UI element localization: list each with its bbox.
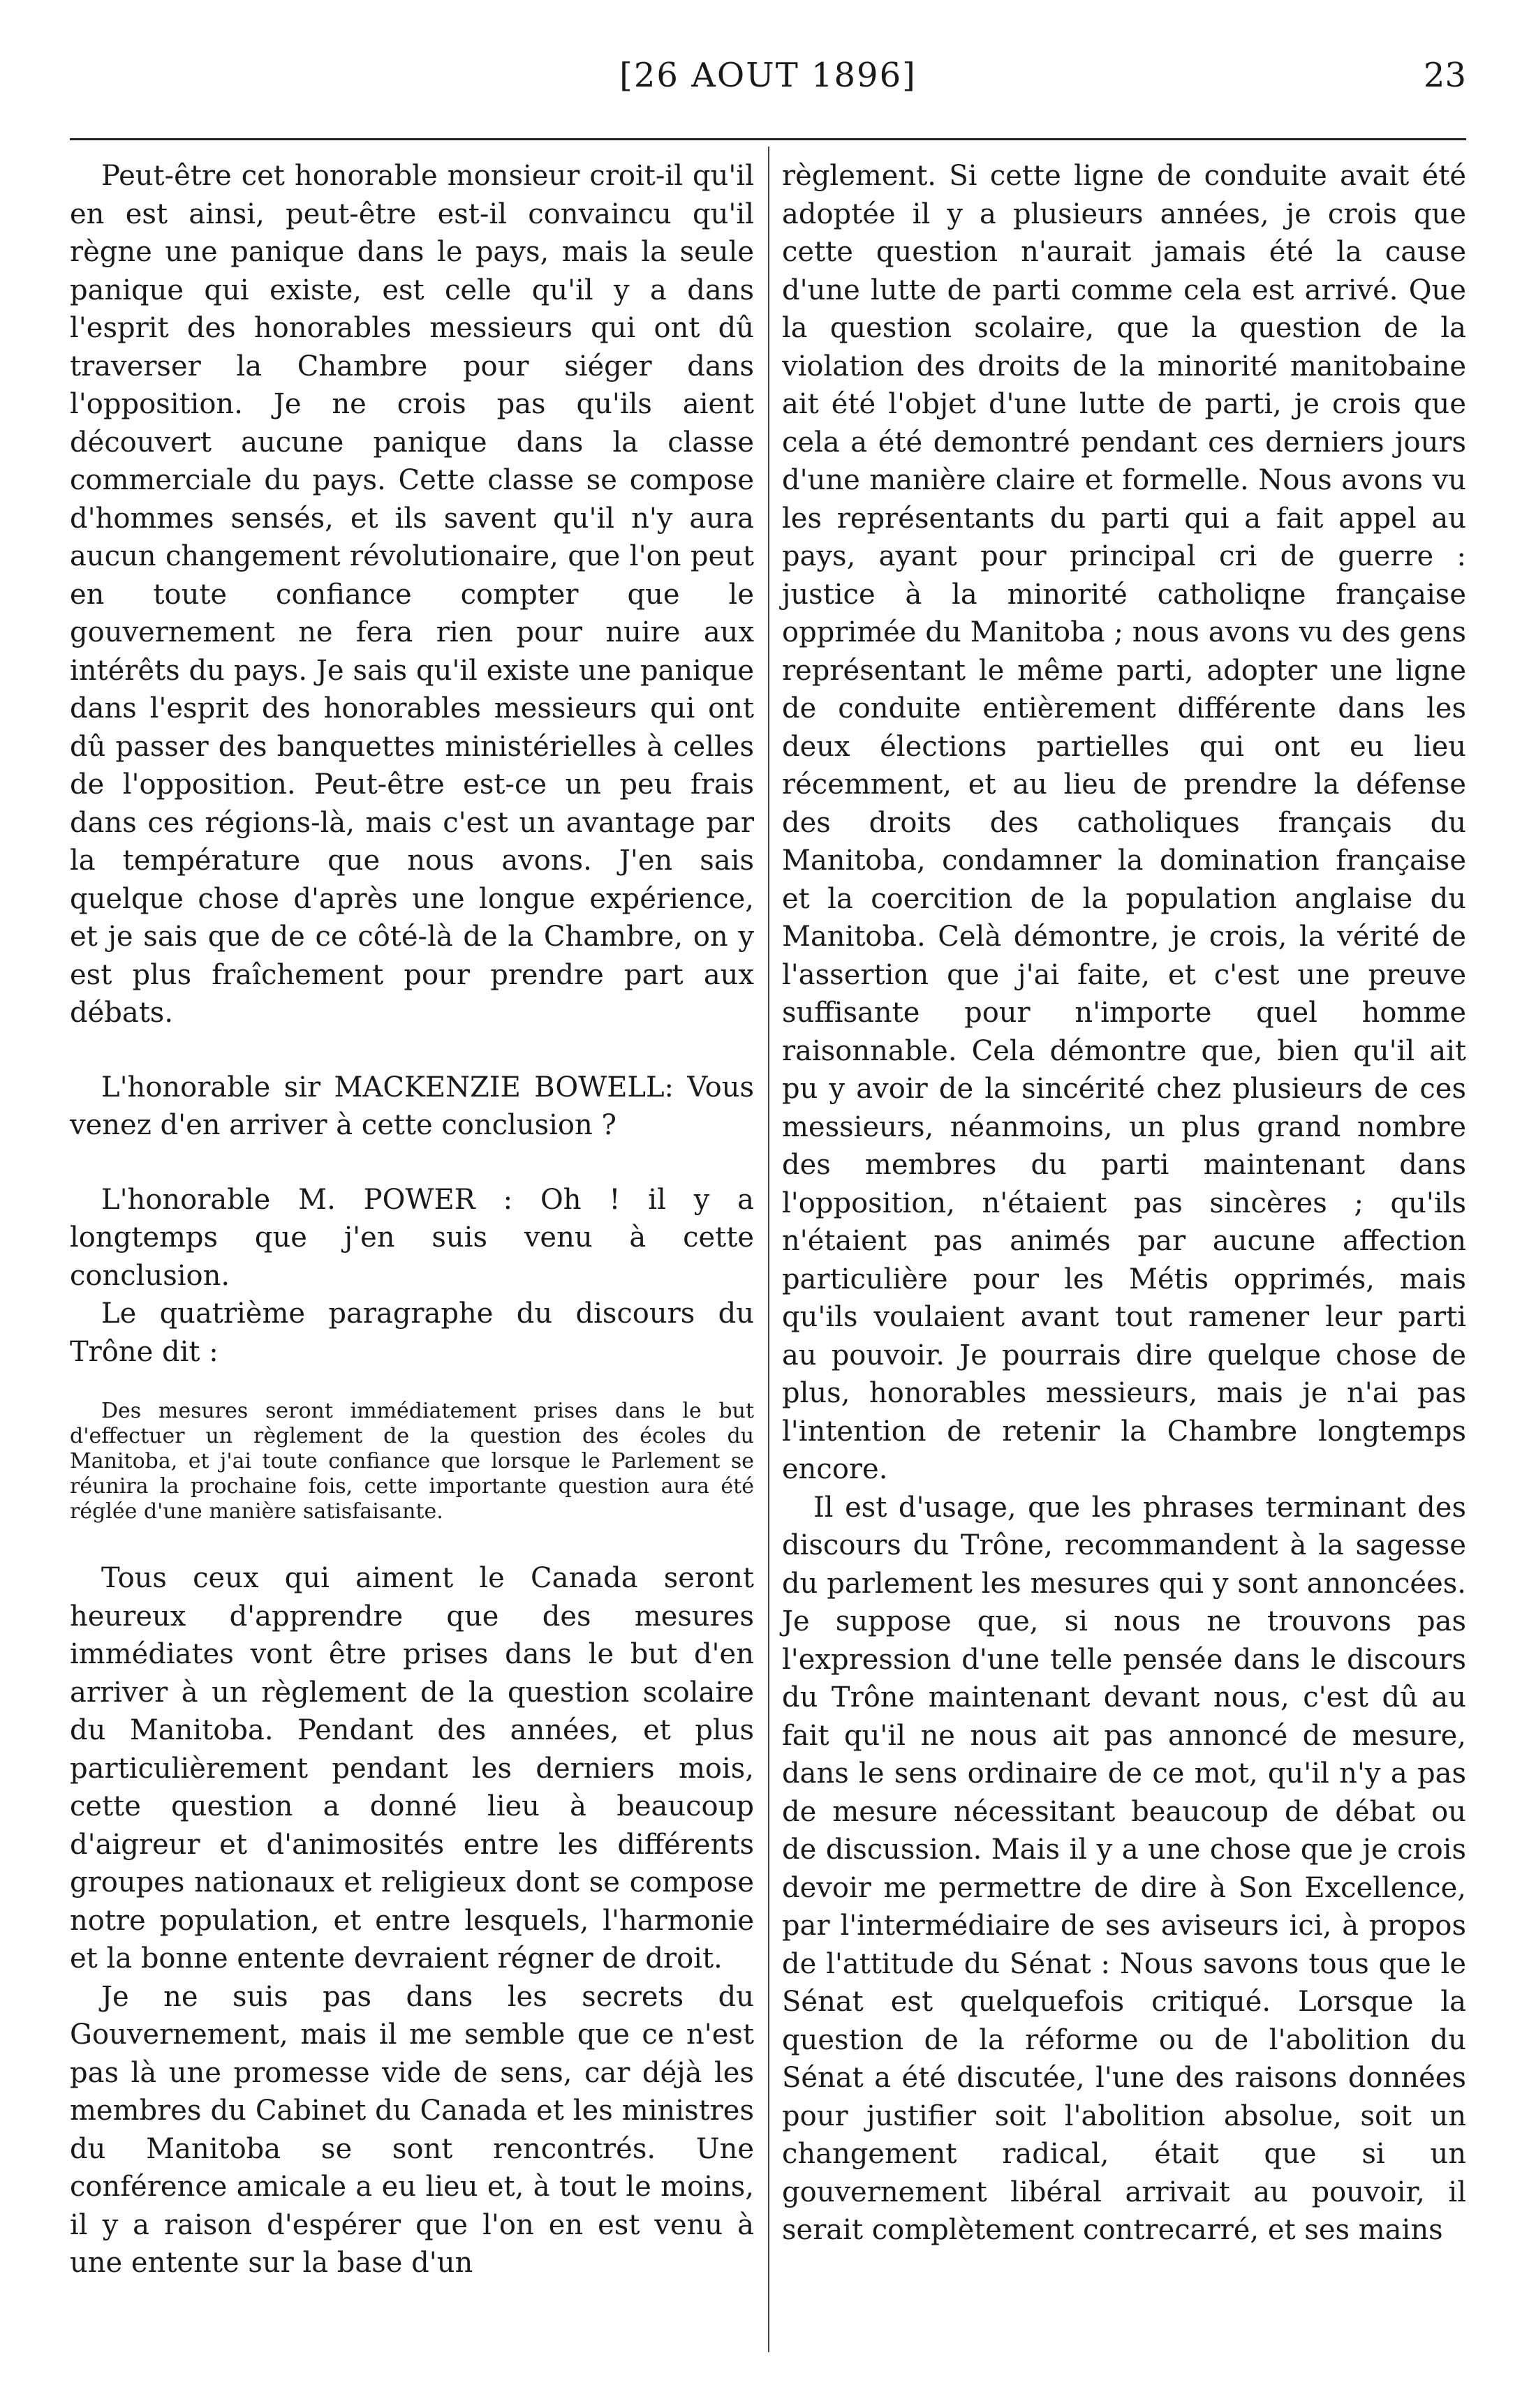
header-date: [26 AOUT 1896] bbox=[619, 56, 917, 95]
paragraph: Le quatrième paragraphe du discours du Trône dit : bbox=[70, 1298, 754, 1368]
left-column bbox=[70, 157, 754, 2282]
right-column bbox=[782, 157, 1466, 2250]
speaker-paragraph: L'honorable M. POWER : Oh ! il y a longtemps que j'en suis venu à cette conclusion. bbox=[70, 1183, 754, 1292]
paragraph: Tous ceux qui aiment le Canada seront heureux d'apprendre que des mesures immédiates vont être prises dans le but d'en arriver à un règlement de la question scolaire du Manitoba. Pendant des années, et plus particulièrement pendant les derniers mois, cette question a donné lieu à beaucoup d'aigreur et d'animosités entre les différents groupes nationaux et religieux dont se compose notre population, et entre lesquels, l'harmonie et la bonne entente devraient régner de droit. bbox=[70, 1562, 754, 1975]
page-number: 23 bbox=[1423, 56, 1466, 95]
speaker-paragraph: L'honorable sir MACKENZIE BOWELL: Vous venez d'en arriver à cette conclusion ? bbox=[70, 1071, 754, 1141]
paragraph: règlement. Si cette ligne de conduite avait été adoptée il y a plusieurs années, je crois que cette question n'aurait jamais été la cause d'une lutte de parti comme cela est arrivé. Que la question scolaire, que la question de la violation des droits de la minorité manitobaine ait été l'objet d'une lutte de parti, je crois que cela a été demontré pendant ces derniers jours d'une manière claire et formelle. Nous avons vu les représentants du parti qui a fait appel au pays, ayant pour principal cri de guerre : justice à la minorité catholiqne française opprimée du Manitoba ; nous avons vu des gens représentant le même parti, adopter une ligne de conduite entièrement différente dans les deux élections partielles qui ont eu lieu récemment, et au lieu de prendre la défense des droits des catholiques français du Manitoba, condamner la domination française et la coercition de la population anglaise du Manitoba. Celà démontre, je crois, la vérité de l'assertion que j'ai faite, et c'est une preuve suffisante pour n'importe quel homme raisonnable. Cela démontre que, bien qu'il ait pu y avoir de la sincérité chez plusieurs de ces messieurs, néanmoins, un plus grand nombre des membres du parti maintenant dans l'opposition, n'étaient pas sincères ; qu'ils n'étaient pas animés par aucune affection particulière pour les Métis opprimés, mais qu'ils voulaient avant tout ramener leur parti au pouvoir. Je pourrais dire quelque chose de plus, honorables messieurs, mais je n'ai pas l'intention de retenir la Chambre longtemps encore. bbox=[782, 160, 1466, 1485]
paragraph: Peut-être cet honorable monsieur croit-il qu'il en est ainsi, peut-être est-il convaincu qu'il règne une panique dans le pays, mais la seule panique qui existe, est celle qu'il y a dans l'esprit des honorables messieurs qui ont dû traverser la Chambre pour siéger dans l'opposition. Je ne crois pas qu'ils aient découvert aucune panique dans la classe commerciale du pays. Cette classe se compose d'hommes sensés, et ils savent qu'il n'y aura aucun changement révolutionaire, que l'on peut en toute confiance compter que le gouvernement ne fera rien pour nuire aux intérêts du pays. Je sais qu'il existe une panique dans l'esprit des honorables messieurs qui ont dû passer des banquettes ministérielles à celles de l'opposition. Peut-être est-ce un peu frais dans ces régions-là, mais c'est un avantage par la température que nous avons. J'en sais quelque chose d'après une longue expérience, et je sais que de ce côté-là de la Chambre, on y est plus fraîchement pour prendre part aux débats. bbox=[70, 160, 754, 1029]
paragraph: Il est d'usage, que les phrases terminant des discours du Trône, recommandent à la sagesse du parlement les mesures qui y sont annoncées. Je suppose que, si nous ne trouvons pas l'expression d'une telle pensée dans le discours du Trône maintenant devant nous, c'est dû au fait qu'il ne nous ait pas annoncé de mesure, dans le sens ordinaire de ce mot, qu'il n'y a pas de mesure nécessitant beaucoup de débat ou de discussion. Mais il y a une chose que je crois devoir me permettre de dire à Son Excellence, par l'intermédiaire de ses aviseurs ici, à propos de l'attitude du Sénat : Nous savons tous que le Sénat est quelquefois critiqué. Lorsque la question de la réforme ou de l'abolition du Sénat a été discutée, l'une des raisons données pour justifier soit l'abolition absolue, soit un changement radical, était que si un gouvernement libéral arrivait au pouvoir, il serait complètement contrecarré, et ses mains bbox=[782, 1491, 1466, 2246]
header-rule bbox=[70, 138, 1466, 140]
page-header bbox=[70, 28, 1466, 105]
quoted-passage: Des mesures seront immédiatement prises dans le but d'effectuer un règlement de la question des écoles du Manitoba, et j'ai toute confiance que lorsque le Parlement se réunira la prochaine fois, cette importante question aura été réglée d'une manière satisfaisante. bbox=[70, 1399, 754, 1524]
paragraph: Je ne suis pas dans les secrets du Gouvernement, mais il me semble que ce n'est pas là une promesse vide de sens, car déjà les membres du Cabinet du Canada et les ministres du Manitoba se sont rencontrés. Une conférence amicale a eu lieu et, à tout le moins, il y a raison d'espérer que l'on en est venu à une entente sur la base d'un bbox=[70, 1980, 754, 2279]
column-divider bbox=[768, 147, 769, 2352]
